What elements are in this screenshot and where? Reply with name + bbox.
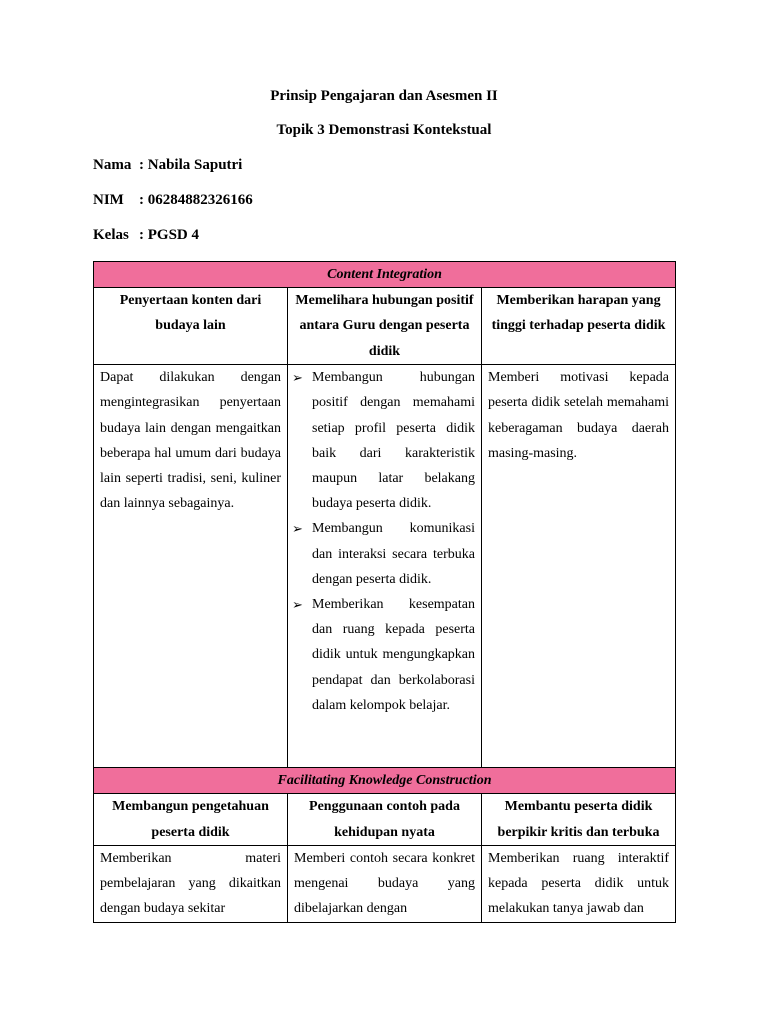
arrow-check-bullet-icon: ➢ [292, 521, 303, 537]
arrow-check-bullet-icon: ➢ [292, 370, 303, 386]
table-cell: Memberi contoh secara konkret mengenai budaya yang dibelajarkan dengan [288, 845, 482, 922]
table-cell [288, 365, 482, 768]
list-item [294, 516, 475, 592]
list-item-text: Membangun komunikasi dan interaksi secara terbuka dengan peserta didik. [312, 521, 475, 587]
list-item [294, 592, 475, 718]
name-label: Nama [93, 157, 132, 173]
column-header: Memelihara hubungan positif antara Guru dengan peserta didik [288, 288, 482, 365]
column-header: Memberikan harapan yang tinggi terhadap peserta didik [482, 288, 676, 365]
arrow-check-bullet-icon: ➢ [292, 597, 303, 613]
nim-value: : 06284882326166 [139, 192, 253, 208]
section-title-facilitating-knowledge: Facilitating Knowledge Construction [94, 768, 676, 794]
table-cell: Memberi motivasi kepada peserta didik setelah memahami keberagaman budaya daerah masing-masing. [482, 365, 676, 768]
section-title-content-integration: Content Integration [94, 262, 676, 288]
document-subtitle: Topik 3 Demonstrasi Kontekstual [276, 122, 492, 138]
class-value: : PGSD 4 [139, 227, 199, 243]
strategy-table [93, 261, 676, 923]
section-header-row [94, 262, 676, 288]
name-row [93, 157, 242, 174]
section-header-row [94, 768, 676, 794]
class-row [93, 227, 199, 244]
nim-row [93, 192, 253, 209]
class-label: Kelas [93, 227, 129, 243]
list-item-text: Membangun hubungan positif dengan memahami setiap profil peserta didik baik dari karakteristik maupun latar belakang budaya peserta didik. [312, 370, 475, 512]
column-header: Penyertaan konten dari budaya lain [94, 288, 288, 365]
table-cell: Memberikan ruang interaktif kepada peserta didik untuk melakukan tanya jawab dan [482, 845, 676, 922]
column-header: Membantu peserta didik berpikir kritis dan terbuka [482, 794, 676, 845]
name-value: : Nabila Saputri [139, 157, 243, 173]
table-cell: Memberikan materi pembelajaran yang dikaitkan dengan budaya sekitar [94, 845, 288, 922]
column-header-row [94, 288, 676, 365]
column-header: Membangun pengetahuan peserta didik [94, 794, 288, 845]
list-item-text: Memberikan kesempatan dan ruang kepada peserta didik untuk mengungkapkan pendapat dan berkolaborasi dalam kelompok belajar. [312, 597, 475, 713]
nim-label: NIM [93, 192, 124, 208]
bullet-list [294, 365, 475, 718]
column-header: Penggunaan contoh pada kehidupan nyata [288, 794, 482, 845]
list-item [294, 365, 475, 516]
table-cell: Dapat dilakukan dengan mengintegrasikan penyertaan budaya lain dengan mengaitkan beberapa hal umum dari budaya lain seperti tradisi, seni, kuliner dan lainnya sebagainya. [94, 365, 288, 768]
document-title: Prinsip Pengajaran dan Asesmen II [270, 88, 498, 104]
table-row [94, 365, 676, 768]
table-row [94, 845, 676, 922]
column-header-row [94, 794, 676, 845]
